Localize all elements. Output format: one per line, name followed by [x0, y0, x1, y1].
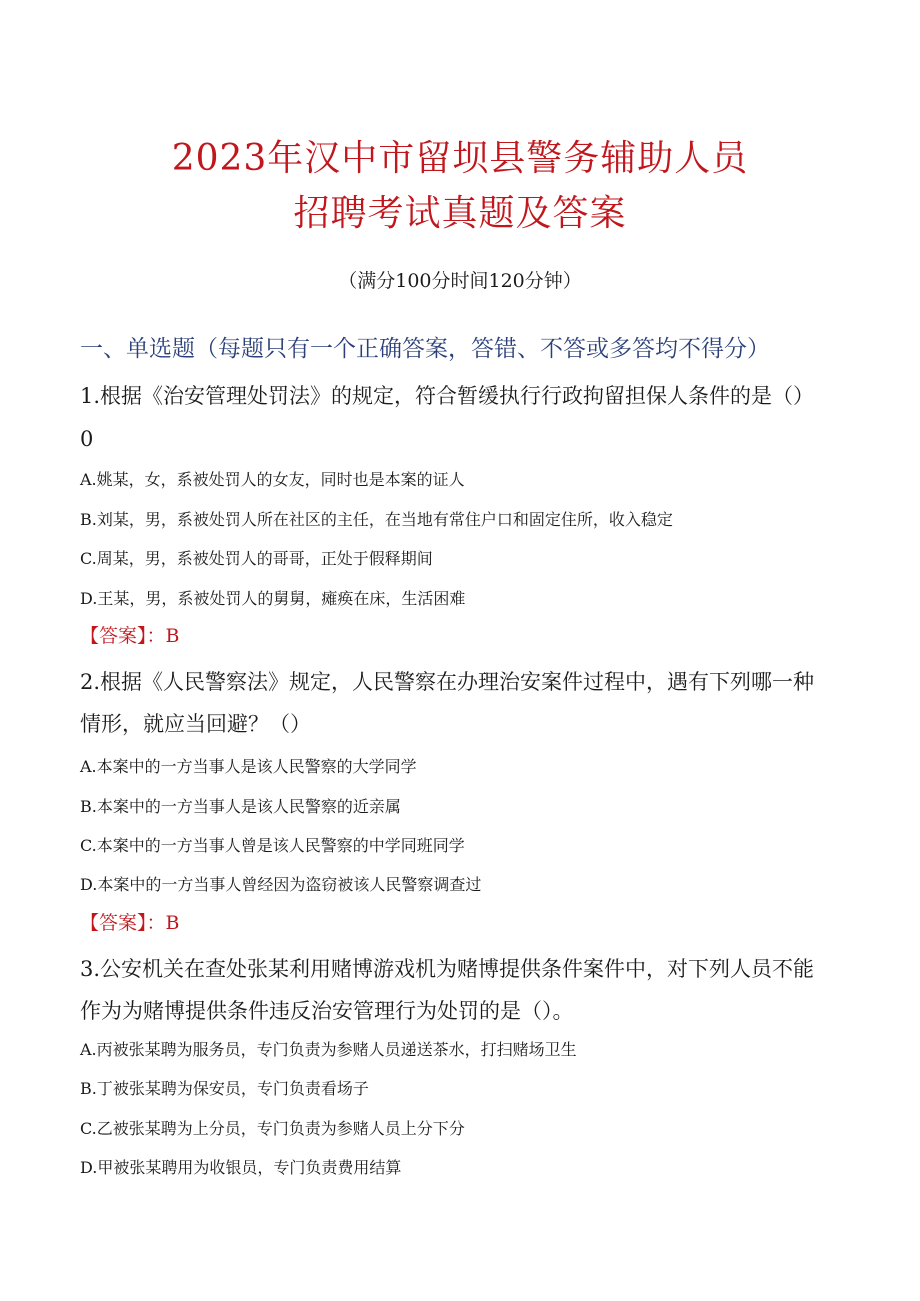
question-2-option-c: C.本案中的一方当事人曾是该人民警察的中学同班同学	[80, 836, 465, 855]
question-3-option-c: C.乙被张某聘为上分员，专门负责为参赌人员上分下分	[80, 1119, 465, 1138]
question-1-answer: 【答案】：B	[80, 625, 180, 647]
question-3-option-a: A.丙被张某聘为服务员，专门负责为参赌人员递送茶水，打扫赌场卫生	[80, 1040, 577, 1059]
question-1-option-a: A.姚某，女，系被处罚人的女友，同时也是本案的证人	[80, 470, 465, 489]
question-1-option-d: D.王某，男，系被处罚人的舅舅，瘫痪在床，生活困难	[80, 589, 466, 608]
question-1-option-c: C.周某，男，系被处罚人的哥哥，正处于假释期间	[80, 549, 433, 568]
question-1-stem-line-2: 0	[80, 427, 94, 451]
question-2-option-a: A.本案中的一方当事人是该人民警察的大学同学	[80, 757, 417, 776]
question-2-stem-line-1: 2.根据《人民警察法》规定，人民警察在办理治安案件过程中，遇有下列哪一种	[80, 670, 815, 694]
question-2-answer: 【答案】：B	[80, 912, 180, 934]
question-2-option-b: B.本案中的一方当事人是该人民警察的近亲属	[80, 797, 401, 816]
question-1-option-b: B.刘某，男，系被处罚人所在社区的主任，在当地有常住户口和固定住所，收入稳定	[80, 510, 673, 529]
question-3-stem-line-2: 作为为赌博提供条件违反治安管理行为处罚的是（）。	[80, 999, 574, 1023]
document-title-line-2: 招聘考试真题及答案	[293, 193, 627, 234]
question-2-stem-line-2: 情形，就应当回避？（）	[80, 712, 311, 736]
document-title-line-1: 2023年汉中市留坝县警务辅助人员	[171, 138, 749, 179]
question-3-stem-line-1: 3.公安机关在查处张某利用赌博游戏机为赌博提供条件案件中，对下列人员不能	[80, 957, 815, 981]
question-3-option-b: B.丁被张某聘为保安员，专门负责看场子	[80, 1079, 369, 1098]
exam-score-time-note: （满分100分时间120分钟）	[338, 270, 582, 292]
section-heading-single-choice: 一、单选题（每题只有一个正确答案，答错、不答或多答均不得分）	[80, 336, 770, 362]
question-1-stem-line-1: 1.根据《治安管理处罚法》的规定，符合暂缓执行行政拘留担保人条件的是（）	[80, 384, 815, 408]
question-2-option-d: D.本案中的一方当事人曾经因为盗窃被该人民警察调查过	[80, 875, 482, 894]
question-3-option-d: D.甲被张某聘用为收银员，专门负责费用结算	[80, 1158, 402, 1177]
